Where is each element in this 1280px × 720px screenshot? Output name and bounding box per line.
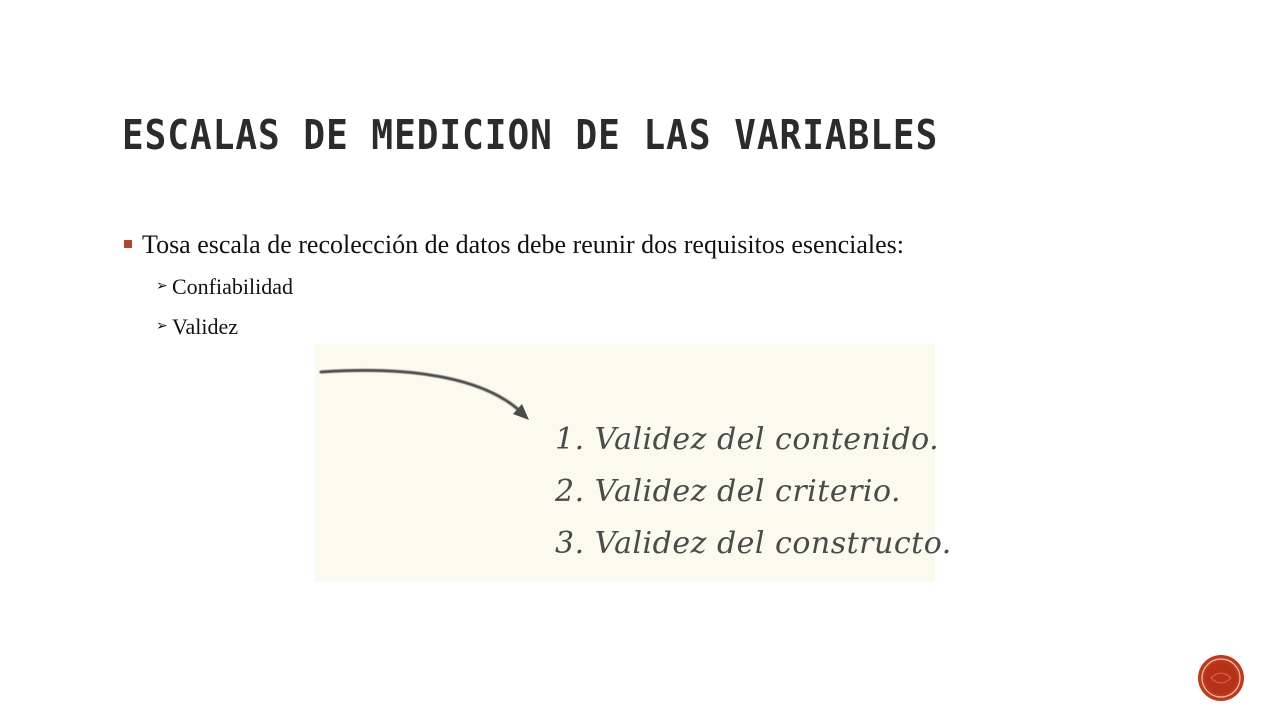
sub-bullet-list [120,267,1160,347]
validity-types-image [315,344,952,582]
validity-item: 3. Validez del constructo. [555,526,952,561]
square-bullet-icon [124,240,132,248]
logo-icon [1197,654,1245,702]
arrow-bullet-icon: ➢ [156,279,168,294]
arrow-bullet-icon: ➢ [156,319,168,334]
sub-bullet-label: Validez [172,314,238,339]
slide-title: ESCALAS DE MEDICION DE LAS VARIABLES [122,112,939,160]
slide-body [120,228,1160,347]
main-bullet-text: Tosa escala de recolección de datos debe reunir dos requisitos esenciales: [142,230,904,259]
validity-list [555,414,952,570]
sub-bullet-validez [156,307,1160,347]
main-bullet [120,228,1160,261]
sub-bullet-label: Confiabilidad [172,274,293,299]
sub-bullet-confiabilidad [156,267,1160,307]
validity-item: 1. Validez del contenido. [555,422,940,457]
validity-item: 2. Validez del criterio. [555,474,902,509]
